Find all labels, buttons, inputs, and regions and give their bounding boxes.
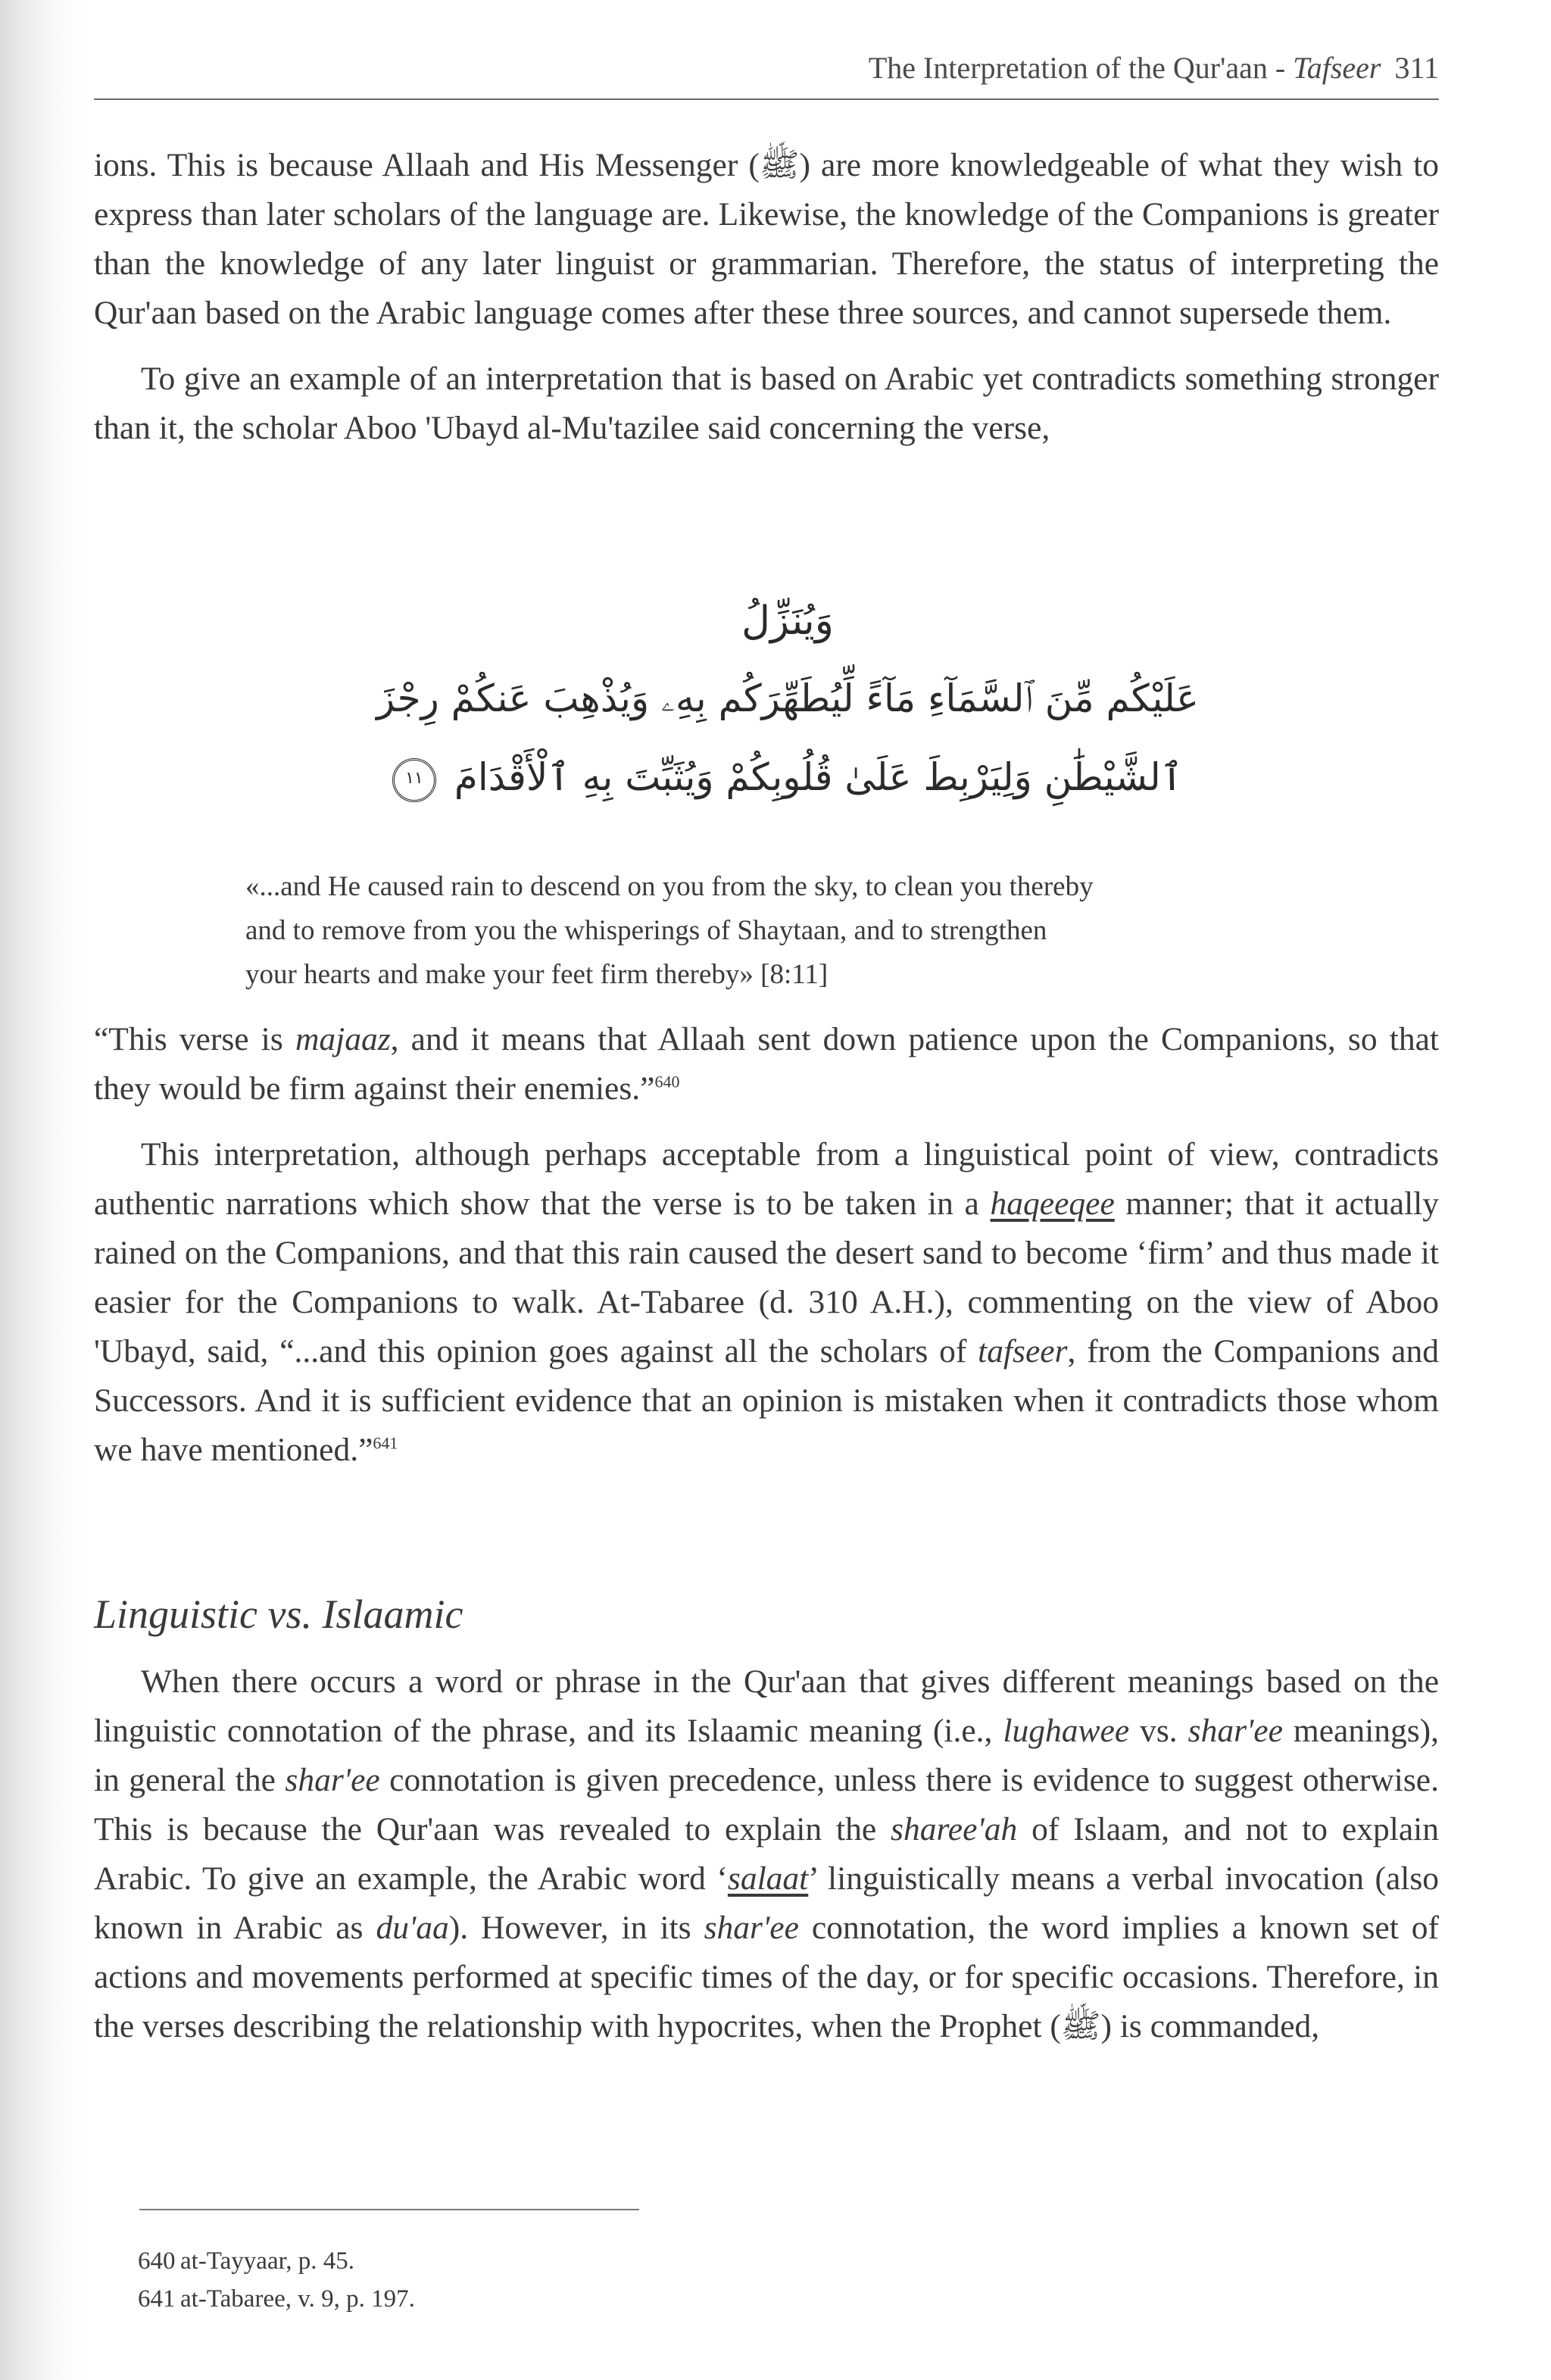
quran-verse-arabic: [356, 583, 1219, 833]
footnote-640: [138, 2242, 415, 2280]
arabic-line-1: وَيُنَزِّلُ: [741, 598, 834, 644]
paragraph-4: [94, 1130, 1439, 1475]
paragraph-5-text-h: connotation, the word implies a known set of actions and movements performed at specific times of the day, or for specific occasions. Therefore, in the verses describing the relationship with hypocrites, when the Prophet (ﷺ) is commanded,: [94, 1910, 1440, 2044]
paragraph-3: [94, 1015, 1439, 1113]
paragraph-5-italic-1: lughawee: [1003, 1713, 1130, 1749]
translation-line-3: your hearts and make your feet firm thereby» [8:11]: [245, 959, 829, 990]
text-block-middle: [94, 1015, 1439, 1475]
paragraph-2: To give an example of an interpretation that is based on Arabic yet contradicts something stronger than it, the scholar Aboo 'Ubayd al-Mu'tazilee said concerning the verse,: [94, 361, 1439, 446]
verse-translation: [245, 865, 1287, 997]
text-block-bottom: [94, 1657, 1439, 2051]
footnote-number: 641: [138, 2285, 176, 2313]
text-block-top: [94, 141, 1439, 453]
page-number: 311: [1394, 51, 1439, 85]
footnote-ref-641[interactable]: 641: [373, 1433, 398, 1453]
header-title: The Interpretation of the Qur'aan -: [868, 51, 1294, 85]
paragraph-5: [94, 1657, 1439, 2051]
paragraph-4-text-b: manner; that it actually rained on the Companions, and that this rain caused the desert sand to become ‘firm’ and thus made it easier for the Companions to walk. At-Tabaree (d. 310 A.H.), commenting on the view of Aboo 'Ubayd, said, “...and this opinion goes against all the scholars of: [94, 1185, 1439, 1370]
footnote-text: at-Tayyaar, p. 45.: [180, 2247, 355, 2275]
arabic-line-3-text: ٱلشَّيْطَٰنِ وَلِيَرْبِطَ عَلَىٰ قُلُوبِكُمْ وَيُثَبِّتَ بِهِ ٱلْأَقْدَامَ: [454, 755, 1183, 799]
paragraph-5-text-b: vs.: [1129, 1713, 1188, 1749]
translation-line-1: «...and He caused rain to descend on you from the sky, to clean you thereby: [245, 871, 1094, 902]
section-heading: Linguistic vs. Islaamic: [94, 1591, 463, 1637]
paragraph-4-italic-1: haqeeqee: [990, 1185, 1115, 1222]
paragraph-5-text-f: ’ linguistically means a verbal invocation (also known in Arabic as: [94, 1860, 1440, 1946]
header-title-italic: Tafseer: [1293, 51, 1381, 85]
footnotes: [138, 2242, 415, 2318]
paragraph-5-text-e: of Islaam, and not to explain Arabic. To give an example, the Arabic word ‘: [94, 1811, 1439, 1897]
paragraph-3-text-b: , and it means that Allaah sent down patience upon the Companions, so that they would be firm against their enemies.”: [94, 1021, 1440, 1107]
paragraph-4-text-a: This interpretation, although perhaps acceptable from a linguistical point of view, contradicts authentic narrations which show that the verse is to be taken in a: [94, 1136, 1439, 1222]
paragraph-1: ions. This is because Allaah and His Messenger (ﷺ) are more knowledgeable of what they wish to express than later scholars of the language are. Likewise, the knowledge of the Companions is greater than the knowledge of any later linguist or grammarian. Therefore, the status of interpreting the Qur'aan based on the Arabic language comes after these three sources, and cannot supersede them.: [94, 147, 1439, 331]
paragraph-5-italic-7: shar'ee: [704, 1910, 799, 1946]
footnote-ref-640[interactable]: 640: [654, 1072, 680, 1092]
arabic-line-3: [356, 738, 1219, 817]
paragraph-5-italic-3: shar'ee: [285, 1762, 380, 1798]
paragraph-5-italic-4: sharee'ah: [891, 1811, 1018, 1847]
paragraph-5-text-a: When there occurs a word or phrase in the Qur'aan that gives different meanings based on the linguistic connotation of the phrase, and its Islaamic meaning (i.e.,: [94, 1663, 1439, 1749]
paragraph-5-text-d: connotation is given precedence, unless there is evidence to suggest otherwise. This is because the Qur'aan was revealed to explain the: [94, 1762, 1439, 1847]
ayah-number-marker: ١١: [392, 758, 436, 802]
translation-line-2: and to remove from you the whisperings of Shaytaan, and to strengthen: [245, 915, 1047, 946]
paragraph-5-text-c: meanings), in general the: [94, 1713, 1439, 1798]
paragraph-4-italic-2: tafseer: [978, 1333, 1068, 1370]
running-header: [94, 44, 1439, 100]
footnote-divider: [139, 2209, 639, 2210]
footnote-text: at-Tabaree, v. 9, p. 197.: [180, 2285, 415, 2313]
paragraph-5-italic-2: shar'ee: [1187, 1713, 1283, 1749]
paragraph-5-italic-5: salaat: [727, 1860, 809, 1897]
paragraph-5-italic-6: du'aa: [376, 1910, 449, 1946]
paragraph-5-text-g: ). However, in its: [448, 1910, 704, 1946]
footnote-number: 640: [138, 2247, 176, 2275]
paragraph-3-text-a: “This verse is: [94, 1021, 295, 1057]
paragraph-4-text-c: , from the Companions and Successors. And it is sufficient evidence that an opinion is mistaken when it contradicts those whom we have mentioned.”: [94, 1333, 1439, 1468]
paragraph-3-italic: majaaz: [295, 1021, 391, 1057]
arabic-line-2: عَلَيْكُم مِّنَ ٱلسَّمَآءِ مَآءً لِّيُطَهِّرَكُم بِهِۦ وَيُذْهِبَ عَنكُمْ رِجْزَ: [376, 676, 1199, 720]
footnote-641: [138, 2280, 415, 2318]
